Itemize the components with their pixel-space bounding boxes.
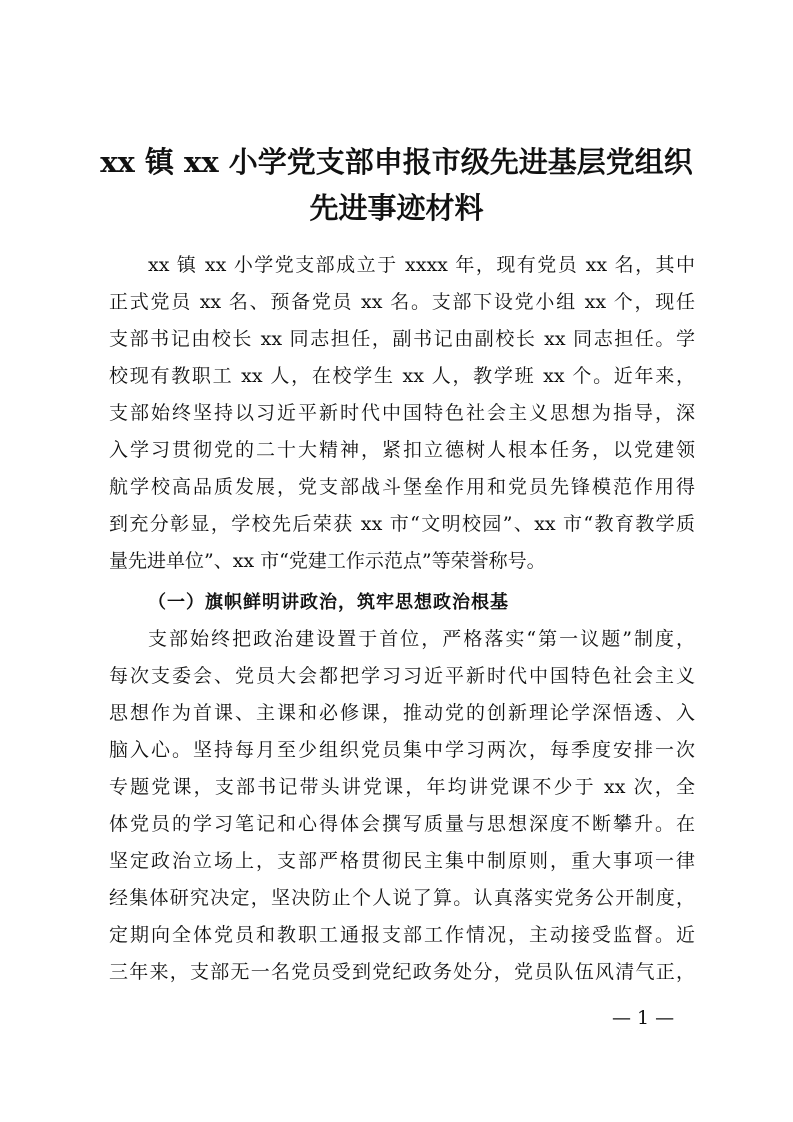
section-line: 经集体研究决定，坚决防止个人说了算。认真落实党务公开制度，: [109, 887, 695, 909]
section-line: 脑入心。坚持每月至少组织党员集中学习两次，每季度安排一次: [109, 739, 695, 761]
section-line: 三年来，支部无一名党员受到党纪政务处分，党员队伍风清气正，: [109, 961, 695, 983]
section-line: 思想作为首课、主课和必修课，推动党的创新理论学深悟透、入: [109, 702, 695, 724]
document-title-line-2: 先进事迹材料: [309, 191, 484, 225]
page-number: — 1 —: [612, 1007, 675, 1029]
intro-line: 支部始终坚持以习近平新时代中国特色社会主义思想为指导，深: [109, 402, 695, 424]
section-line: 每次支委会、党员大会都把学习习近平新时代中国特色社会主义: [109, 665, 695, 687]
intro-line: xx 镇 xx 小学党支部成立于 xxxx 年，现有党员 xx 名，其中: [148, 254, 695, 276]
intro-line: 校现有教职工 xx 人，在校学生 xx 人，教学班 xx 个。近年来，: [109, 365, 695, 387]
document-title-line-1: xx 镇 xx 小学党支部申报市级先进基层党组织: [100, 145, 693, 179]
intro-line: 航学校高品质发展，党支部战斗堡垒作用和党员先锋模范作用得: [109, 476, 695, 498]
section-line: 体党员的学习笔记和心得体会撰写质量与思想深度不断攀升。在: [109, 813, 695, 835]
intro-line: 到充分彰显，学校先后荣获 xx 市“文明校园”、xx 市“教育教学质: [109, 513, 695, 535]
section-line: 专题党课，支部书记带头讲党课，年均讲党课不少于 xx 次，全: [109, 776, 695, 798]
section-heading: （一）旗帜鲜明讲政治，筑牢思想政治根基: [148, 592, 509, 613]
intro-line: 量先进单位”、xx 市“党建工作示范点”等荣誉称号。: [109, 550, 546, 572]
intro-line: 正式党员 xx 名、预备党员 xx 名。支部下设党小组 xx 个，现任: [109, 291, 695, 313]
section-line: 定期向全体党员和教职工通报支部工作情况，主动接受监督。近: [109, 924, 695, 946]
section-line: 支部始终把政治建设置于首位，严格落实“第一议题”制度，: [148, 628, 695, 650]
intro-line: 支部书记由校长 xx 同志担任，副书记由副校长 xx 同志担任。学: [109, 328, 695, 350]
section-line: 坚定政治立场上，支部严格贯彻民主集中制原则，重大事项一律: [109, 850, 695, 872]
intro-line: 入学习贯彻党的二十大精神，紧扣立德树人根本任务，以党建领: [109, 439, 695, 461]
